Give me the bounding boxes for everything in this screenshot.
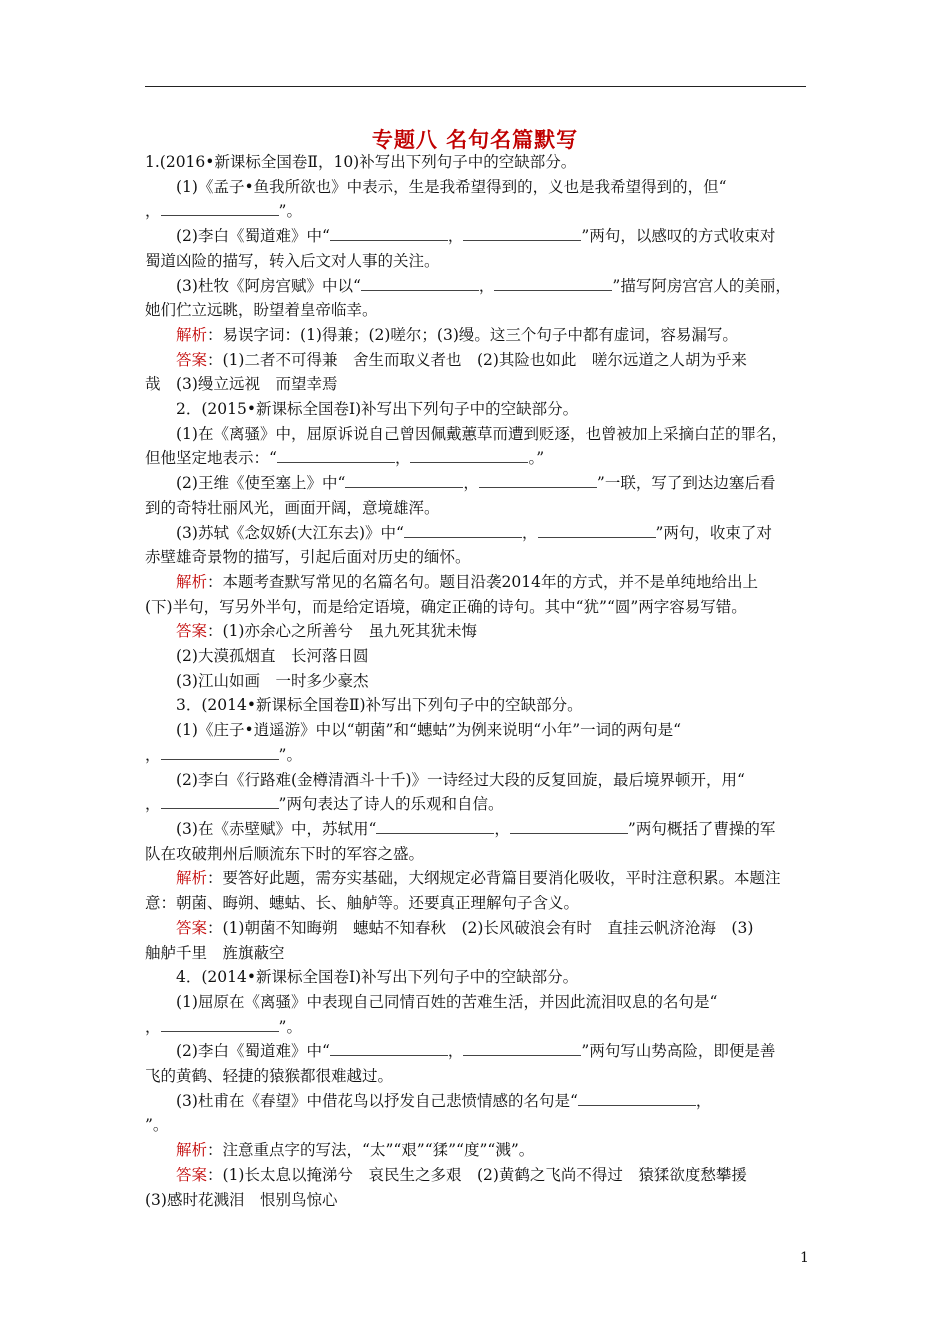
q1-analysis: 解析：易误字词：(1)得兼；(2)嗟尔；(3)缦。这三个句子中都有虚词，容易漏写。 bbox=[176, 325, 738, 344]
q2-item1-cont: 但他坚定地表示：“ ， 。” bbox=[145, 446, 806, 471]
analysis-label: 解析 bbox=[176, 325, 208, 344]
header-rule bbox=[145, 86, 806, 87]
answer-label: 答案 bbox=[176, 622, 208, 641]
answer-label: 答案 bbox=[176, 350, 208, 369]
fill-blank bbox=[161, 1015, 279, 1032]
q4-heading: 4．(2014•新课标全国卷Ⅰ)补写出下列句子中的空缺部分。 bbox=[176, 968, 579, 987]
q2-item3-cont: 赤壁雄奇景物的描写，引起后面对历史的缅怀。 bbox=[145, 548, 471, 567]
q4-answer: 答案：(1)长太息以掩涕兮 哀民生之多艰 (2)黄鹤之飞尚不得过 猿猱欲度愁攀援 bbox=[176, 1165, 747, 1184]
q4-item2: (2)李白《蜀道难》中“ ， ”两句写山势高险，即便是善 bbox=[145, 1039, 806, 1064]
q2-analysis: 解析：本题考查默写常见的名篇名句。题目沿袭2014年的方式，并不是单纯地给出上 bbox=[176, 572, 758, 591]
q2-item3: (3)苏轼《念奴娇(大江东去)》中“ ， ”两句，收束了对 bbox=[145, 521, 806, 546]
q1-item1: (1)《孟子•鱼我所欲也》中表示，生是我希望得到的，义也是我希望得到的，但“ bbox=[176, 177, 727, 196]
q2-answer-2: (2)大漠孤烟直 长河落日圆 bbox=[176, 647, 369, 666]
q3-item3-cont: 队在攻破荆州后顺流东下时的军容之盛。 bbox=[145, 844, 425, 863]
fill-blank bbox=[161, 743, 279, 760]
q2-answer: 答案：(1)亦余心之所善兮 虽九死其犹未悔 bbox=[176, 622, 477, 641]
q3-answer-cont: 舳舻千里 旌旗蔽空 bbox=[145, 943, 285, 962]
fill-blank bbox=[345, 471, 463, 488]
fill-blank bbox=[277, 446, 395, 463]
q2-item1: (1)在《离骚》中，屈原诉说自己曾因佩戴蕙草而遭到贬逐，也曾被加上采摘白芷的罪名， bbox=[176, 424, 787, 443]
q4-analysis: 解析：注意重点字的写法，“太”“艰”“猱”“度”“溅”。 bbox=[176, 1141, 535, 1160]
q2-answer-3: (3)江山如画 一时多少豪杰 bbox=[176, 671, 369, 690]
analysis-label: 解析 bbox=[176, 572, 208, 591]
fill-blank bbox=[463, 1039, 581, 1056]
q3-item2: (2)李白《行路难(金樽清酒斗十千)》一诗经过大段的反复回旋，最后境界顿开，用“ bbox=[176, 770, 745, 789]
fill-blank bbox=[578, 1089, 696, 1106]
answer-label: 答案 bbox=[176, 1165, 208, 1184]
fill-blank bbox=[510, 817, 628, 834]
fill-blank bbox=[538, 521, 656, 538]
document-body bbox=[145, 150, 806, 1212]
q1-item3-cont: 她们伫立远眺，盼望着皇帝临幸。 bbox=[145, 301, 378, 320]
q2-heading: 2．(2015•新课标全国卷Ⅰ)补写出下列句子中的空缺部分。 bbox=[176, 400, 579, 419]
q1-answer: 答案：(1)二者不可得兼 舍生而取义者也 (2)其险也如此 嗟尔远道之人胡为乎来 bbox=[176, 350, 747, 369]
answer-label: 答案 bbox=[176, 918, 208, 937]
q3-item2-cont: ， ”两句表达了诗人的乐观和自信。 bbox=[145, 792, 806, 817]
q3-item1: (1)《庄子•逍遥游》中以“朝菌”和“蟪蛄”为例来说明“小年”一词的两句是“ bbox=[176, 721, 682, 740]
fill-blank bbox=[330, 1039, 448, 1056]
q1-answer-cont: 哉 (3)缦立远视 而望幸焉 bbox=[145, 375, 338, 394]
fill-blank bbox=[161, 199, 279, 216]
q1-item1-cont: ， ”。 bbox=[145, 199, 806, 224]
q3-item1-cont: ， ”。 bbox=[145, 743, 806, 768]
q3-heading: 3．(2014•新课标全国卷Ⅱ)补写出下列句子中的空缺部分。 bbox=[176, 696, 583, 715]
q2-item2-cont: 到的奇特壮丽风光，画面开阔，意境雄浑。 bbox=[145, 498, 440, 517]
fill-blank bbox=[361, 274, 479, 291]
analysis-label: 解析 bbox=[176, 1141, 208, 1160]
q2-item2: (2)王维《使至塞上》中“ ， ”一联，写了到达边塞后看 bbox=[145, 471, 806, 496]
fill-blank bbox=[161, 792, 279, 809]
q3-item3: (3)在《赤壁赋》中，苏轼用“ ， ”两句概括了曹操的军 bbox=[145, 817, 806, 842]
fill-blank bbox=[494, 274, 612, 291]
fill-blank bbox=[330, 224, 448, 241]
fill-blank bbox=[410, 446, 528, 463]
page-title: 专题八 名句名篇默写 bbox=[371, 128, 579, 152]
fill-blank bbox=[404, 521, 522, 538]
analysis-label: 解析 bbox=[176, 869, 208, 888]
q3-analysis: 解析：要答好此题，需夯实基础，大纲规定必背篇目要消化吸收，平时注意积累。本题注 bbox=[176, 869, 781, 888]
q4-item1: (1)屈原在《离骚》中表现自己同情百姓的苦难生活，并因此流泪叹息的名句是“ bbox=[176, 992, 718, 1011]
q4-item3: (3)杜甫在《春望》中借花鸟以抒发自己悲愤情感的名句是“ ， bbox=[145, 1089, 806, 1114]
q2-analysis-cont: (下)半句，写另外半句，而是给定语境，确定正确的诗句。其中“犹”“圆”两字容易写错。 bbox=[145, 597, 747, 616]
q4-answer-cont: (3)感时花溅泪 恨别鸟惊心 bbox=[145, 1190, 338, 1209]
q4-item3-cont: ”。 bbox=[145, 1116, 169, 1135]
q4-item2-cont: 飞的黄鹤、轻捷的猿猴都很难越过。 bbox=[145, 1067, 394, 1086]
q1-item3: (3)杜牧《阿房宫赋》中以“ ， ”描写阿房宫宫人的美丽， bbox=[145, 274, 806, 299]
q1-item2-cont: 蜀道凶险的描写，转入后文对人事的关注。 bbox=[145, 251, 440, 270]
page-number: 1 bbox=[800, 1250, 809, 1266]
q4-item1-cont: ， ”。 bbox=[145, 1015, 806, 1040]
q1-item2: (2)李白《蜀道难》中“ ， ”两句，以感叹的方式收束对 bbox=[145, 224, 806, 249]
q1-heading: 1.(2016•新课标全国卷Ⅱ，10)补写出下列句子中的空缺部分。 bbox=[145, 153, 577, 171]
fill-blank bbox=[479, 471, 597, 488]
fill-blank bbox=[376, 817, 494, 834]
fill-blank bbox=[463, 224, 581, 241]
q3-answer: 答案：(1)朝菌不知晦朔 蟪蛄不知春秋 (2)长风破浪会有时 直挂云帆济沧海 (3) bbox=[176, 918, 754, 937]
q3-analysis-cont: 意：朝菌、晦朔、蟪蛄、长、舳舻等。还要真正理解句子含义。 bbox=[145, 894, 580, 913]
